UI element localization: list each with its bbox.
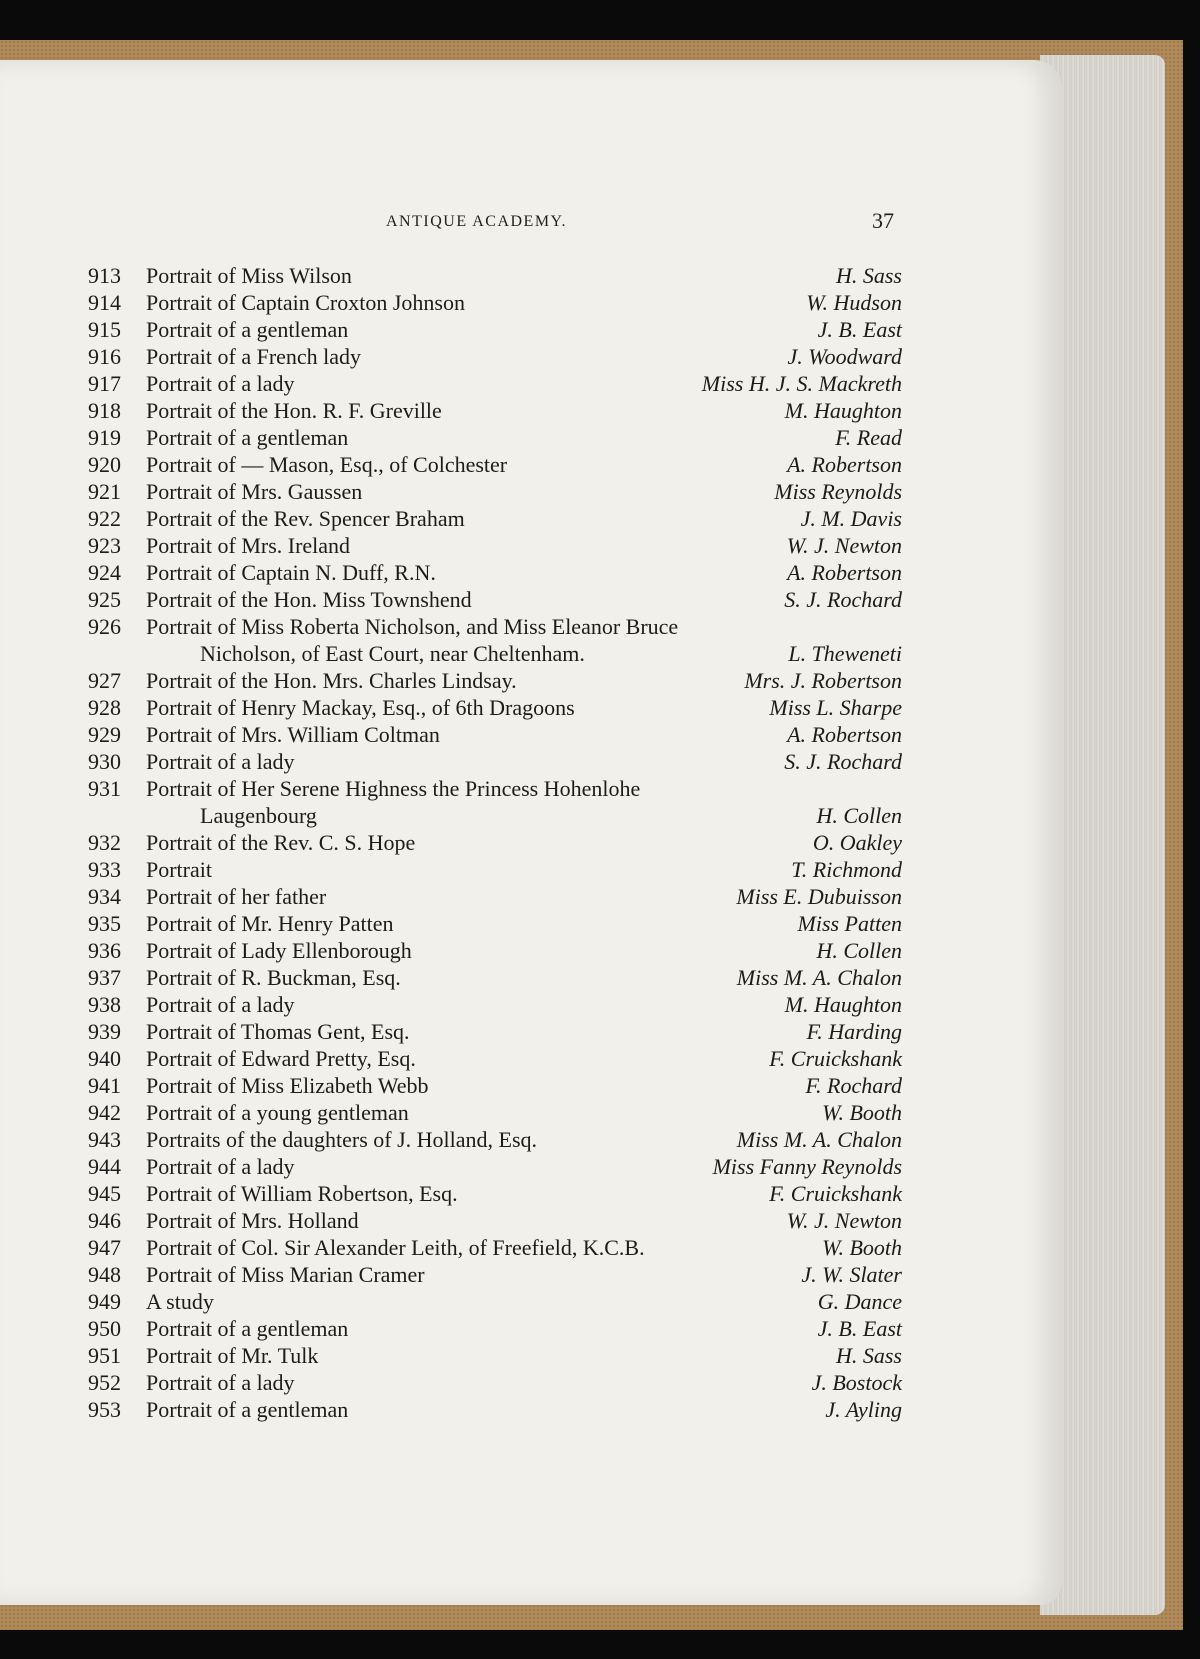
entry-artist: Miss M. A. Chalon: [736, 965, 902, 990]
entry-artist: H. Collen: [816, 803, 902, 828]
entry-title: Portrait of Thomas Gent, Esq.: [146, 1019, 410, 1044]
entry-number: 915: [88, 317, 121, 342]
entry-title: Portrait of Miss Elizabeth Webb: [146, 1073, 429, 1098]
entry-title: Portrait of Captain Croxton Johnson: [146, 290, 465, 315]
entry-artist: M. Haughton: [784, 992, 902, 1017]
entry-number: 945: [88, 1181, 121, 1206]
entry-artist: H. Sass: [835, 1343, 902, 1368]
entry-title: Portrait of a French lady: [146, 344, 362, 369]
entry-artist: W. J. Newton: [786, 533, 902, 558]
entry-title: Portrait of Miss Marian Cramer: [146, 1262, 425, 1287]
entry-title: Portrait of her father: [146, 884, 327, 909]
catalogue-entry: [88, 451, 902, 478]
entry-title: Portrait of Mrs. Gaussen: [146, 479, 363, 504]
catalogue-entry: [88, 667, 902, 694]
entry-title: Portrait of the Rev. Spencer Braham: [146, 506, 465, 531]
entry-number: 943: [88, 1127, 121, 1152]
entry-title: A study: [146, 1289, 214, 1314]
catalogue-entry: [88, 937, 902, 964]
entry-title: Portrait of Col. Sir Alexander Leith, of Freefield, K.C.B.: [146, 1235, 645, 1260]
entry-number: 935: [88, 911, 121, 936]
catalogue-entry: [88, 910, 902, 937]
catalogue-entry: [88, 1018, 902, 1045]
entry-number: 931: [88, 776, 121, 801]
entry-number: 952: [88, 1370, 121, 1395]
catalogue-entry: [88, 883, 902, 910]
entry-artist: J. Bostock: [811, 1370, 902, 1395]
entry-title: Portrait of Lady Ellenborough: [146, 938, 412, 963]
entry-number: 916: [88, 344, 121, 369]
entry-title: Portrait of a lady: [146, 749, 295, 774]
entry-number: 922: [88, 506, 121, 531]
entry-title: Portrait of Captain N. Duff, R.N.: [146, 560, 436, 585]
entry-number: 928: [88, 695, 121, 720]
entry-title: Portrait of a lady: [146, 1154, 295, 1179]
entry-artist: Miss E. Dubuisson: [736, 884, 902, 909]
entry-number: 939: [88, 1019, 121, 1044]
entry-artist: G. Dance: [817, 1289, 902, 1314]
entry-artist: Miss M. A. Chalon: [736, 1127, 902, 1152]
entry-artist: J. W. Slater: [801, 1262, 902, 1287]
entry-artist: H. Collen: [816, 938, 902, 963]
entry-title: Portrait of William Robertson, Esq.: [146, 1181, 458, 1206]
entry-artist: Miss Reynolds: [774, 479, 902, 504]
entry-title: Portrait of a gentleman: [146, 425, 349, 450]
entry-title: Portrait of a lady: [146, 992, 295, 1017]
entry-number: 924: [88, 560, 121, 585]
entry-artist: Mrs. J. Robertson: [744, 668, 902, 693]
catalogue-entry: [88, 1342, 902, 1369]
catalogue-entry: [88, 559, 902, 586]
catalogue-entry: [88, 478, 902, 505]
entry-number: 923: [88, 533, 121, 558]
entry-number: 920: [88, 452, 121, 477]
entry-number: 933: [88, 857, 121, 882]
entry-title: Portrait of the Hon. Mrs. Charles Lindsay.: [146, 668, 517, 693]
entry-artist: L. Theweneti: [788, 641, 902, 666]
catalogue-entry: [88, 829, 902, 856]
entry-title: Portraits of the daughters of J. Holland, Esq.: [146, 1127, 538, 1152]
entry-title: Portrait of Her Serene Highness the Princess Hohenlohe: [146, 776, 641, 801]
catalogue-entry: [88, 991, 902, 1018]
entry-artist: S. J. Rochard: [784, 749, 902, 774]
entry-artist: O. Oakley: [812, 830, 902, 855]
entry-title: Portrait of Edward Pretty, Esq.: [146, 1046, 416, 1071]
catalogue-entry: [88, 316, 902, 343]
entry-title: Portrait: [146, 857, 212, 882]
entry-title: Portrait of R. Buckman, Esq.: [146, 965, 401, 990]
entry-artist: S. J. Rochard: [784, 587, 902, 612]
entry-artist: T. Richmond: [791, 857, 902, 882]
entry-artist: A. Robertson: [787, 560, 902, 585]
entry-artist: Miss L. Sharpe: [769, 695, 902, 720]
entry-artist: H. Sass: [835, 263, 902, 288]
entry-artist: J. Woodward: [787, 344, 902, 369]
entry-title-continuation: Nicholson, of East Court, near Cheltenham.: [200, 641, 585, 666]
entry-number: 921: [88, 479, 121, 504]
entry-title: Portrait of the Hon. Miss Townshend: [146, 587, 472, 612]
entry-number: 934: [88, 884, 121, 909]
catalogue-entry: [88, 1261, 902, 1288]
entry-number: 944: [88, 1154, 121, 1179]
entry-artist: W. Booth: [822, 1100, 902, 1125]
entry-number: 951: [88, 1343, 121, 1368]
entry-number: 914: [88, 290, 121, 315]
entry-number: 918: [88, 398, 121, 423]
running-head: ANTIQUE ACADEMY.: [386, 213, 568, 230]
entry-title: Portrait of Mrs. William Coltman: [146, 722, 440, 747]
entry-number: 927: [88, 668, 121, 693]
entry-number: 929: [88, 722, 121, 747]
entry-number: 950: [88, 1316, 121, 1341]
entry-title: Portrait of a gentleman: [146, 1316, 349, 1341]
catalogue-entry: [88, 964, 902, 991]
entry-title: Portrait of a lady: [146, 1370, 295, 1395]
entry-artist: Miss Patten: [797, 911, 902, 936]
entry-title: Portrait of — Mason, Esq., of Colchester: [146, 452, 508, 477]
catalogue-entry: [88, 532, 902, 559]
entry-number: 932: [88, 830, 121, 855]
catalogue-entry: [88, 721, 902, 748]
catalogue-entry: [88, 1045, 902, 1072]
catalogue-entry: [88, 397, 902, 424]
catalogue-entry: [88, 1180, 902, 1207]
entry-title: Portrait of the Hon. R. F. Greville: [146, 398, 442, 423]
entry-artist: F. Read: [835, 425, 902, 450]
catalogue-entry: [88, 1153, 902, 1180]
catalogue-entry: [88, 1072, 902, 1099]
entry-number: 947: [88, 1235, 121, 1260]
catalogue-entry: [88, 748, 902, 775]
entry-number: 949: [88, 1289, 121, 1314]
entry-title: Portrait of a gentleman: [146, 317, 349, 342]
catalogue-entry: [88, 1315, 902, 1342]
entry-number: 937: [88, 965, 121, 990]
entry-title: Portrait of a lady: [146, 371, 295, 396]
catalogue-entry: [88, 343, 902, 370]
entry-title: Portrait of Mr. Tulk: [146, 1343, 319, 1368]
catalogue-entries: [88, 262, 902, 1423]
entry-title: Portrait of Mr. Henry Patten: [146, 911, 394, 936]
entry-title: Portrait of a gentleman: [146, 1397, 349, 1422]
entry-number: 936: [88, 938, 121, 963]
entry-artist: F. Cruickshank: [769, 1046, 902, 1071]
entry-artist: F. Harding: [806, 1019, 902, 1044]
entry-title: Portrait of the Rev. C. S. Hope: [146, 830, 416, 855]
entry-number: 941: [88, 1073, 121, 1098]
catalogue-entry: [88, 1288, 902, 1315]
entry-artist: Miss H. J. S. Mackreth: [701, 371, 902, 396]
entry-title: Portrait of Miss Roberta Nicholson, and Miss Eleanor Bruce: [146, 614, 679, 639]
catalogue-entry: [88, 856, 902, 883]
entry-number: 919: [88, 425, 121, 450]
catalogue-entry: [88, 775, 902, 829]
entry-number: 938: [88, 992, 121, 1017]
entry-artist: W. J. Newton: [786, 1208, 902, 1233]
entry-number: 925: [88, 587, 121, 612]
entry-artist: Miss Fanny Reynolds: [712, 1154, 902, 1179]
catalogue-entry: [88, 694, 902, 721]
entry-title: Portrait of Mrs. Ireland: [146, 533, 351, 558]
entry-number: 948: [88, 1262, 121, 1287]
catalogue-entry: [88, 586, 902, 613]
entry-number: 953: [88, 1397, 121, 1422]
entry-artist: F. Rochard: [805, 1073, 902, 1098]
catalogue-entry: [88, 289, 902, 316]
entry-number: 913: [88, 263, 121, 288]
entry-number: 946: [88, 1208, 121, 1233]
entry-title-continuation: Laugenbourg: [200, 803, 317, 828]
entry-artist: J. M. Davis: [800, 506, 902, 531]
entry-number: 942: [88, 1100, 121, 1125]
entry-artist: A. Robertson: [787, 722, 902, 747]
catalogue-entry: [88, 1234, 902, 1261]
entry-artist: W. Booth: [822, 1235, 902, 1260]
catalogue-entry: [88, 424, 902, 451]
entry-artist: J. Ayling: [825, 1397, 902, 1422]
catalogue-entry: [88, 613, 902, 667]
entry-artist: M. Haughton: [784, 398, 902, 423]
catalogue-entry: [88, 1396, 902, 1423]
entry-title: Portrait of Henry Mackay, Esq., of 6th Dragoons: [146, 695, 575, 720]
entry-artist: W. Hudson: [806, 290, 902, 315]
entry-number: 926: [88, 614, 121, 639]
entry-title: Portrait of Mrs. Holland: [146, 1208, 359, 1233]
page-number: 37: [872, 208, 894, 233]
entry-number: 940: [88, 1046, 121, 1071]
catalogue-entry: [88, 505, 902, 532]
entry-title: Portrait of Miss Wilson: [146, 263, 352, 288]
catalogue-entry: [88, 262, 902, 289]
entry-artist: F. Cruickshank: [769, 1181, 902, 1206]
entry-artist: J. B. East: [817, 1316, 902, 1341]
catalogue-entry: [88, 1126, 902, 1153]
catalogue-entry: [88, 1369, 902, 1396]
entry-artist: A. Robertson: [787, 452, 902, 477]
catalogue-entry: [88, 370, 902, 397]
catalogue-entry: [88, 1207, 902, 1234]
entry-number: 917: [88, 371, 121, 396]
entry-title: Portrait of a young gentleman: [146, 1100, 409, 1125]
entry-artist: J. B. East: [817, 317, 902, 342]
entry-number: 930: [88, 749, 121, 774]
catalogue-entry: [88, 1099, 902, 1126]
